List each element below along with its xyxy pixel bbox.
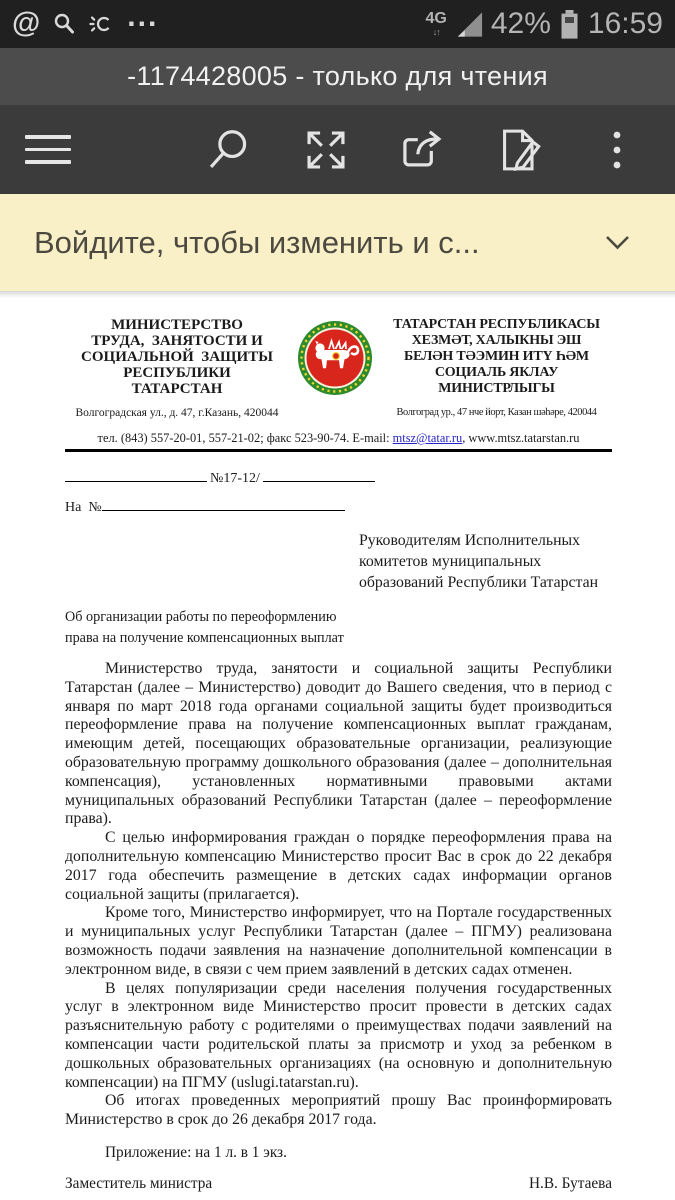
subject-line: права на получение компенсационных выплат <box>65 629 344 646</box>
lh-left-line: РЕСПУБЛИКИ <box>123 365 231 381</box>
status-indicators <box>426 9 663 40</box>
search-button[interactable] <box>200 105 256 194</box>
flash-notification-icon <box>88 14 114 34</box>
battery-percent: 42% <box>490 7 551 40</box>
overflow-dots-icon <box>610 127 624 173</box>
share-icon <box>397 128 447 172</box>
recipient-line: Руководителям Исполнительных <box>359 532 581 549</box>
battery-icon <box>559 9 580 40</box>
search-icon <box>206 128 250 172</box>
document-title: -1174428005 - только для чтения <box>127 61 548 91</box>
reply-label: На № <box>65 500 102 515</box>
signin-banner[interactable] <box>0 194 675 291</box>
network-4g-indicator: 4G ↓↑ <box>425 10 447 37</box>
signature-row <box>65 1175 612 1193</box>
status-bar <box>0 0 675 48</box>
email-notification-icon: @ <box>12 6 41 39</box>
clock: 16:59 <box>587 7 663 40</box>
outgoing-number-label: №17-12/ <box>210 471 260 486</box>
tatarstan-emblem <box>291 319 379 397</box>
contact-post: , www.mtsz.tatarstan.ru <box>462 431 580 445</box>
body-paragraph-5: Об итогах проведенных мероприятий прошу Вас проинформировать Министерство в срок до 26 декабря 2017 года. <box>65 1092 612 1129</box>
ministry-name-russian <box>65 317 289 419</box>
lh-right-line: СОЦИАЛЬ ЯКЛАУ <box>434 365 559 380</box>
body-paragraph-1: Министерство труда, занятости и социальной защиты Республики Татарстан (далее – Министерство) доводит до Вашего сведения, что в период с января по март 2018 года органами социальной защиты будет производиться переоформление права на получение компенсационных выплат гражданам, имеющим детей, посещающих образовательные организации, реализующие образовательную программу дошкольного образования (далее – дополнительная компенсация), установленных нормативными правовыми актами муниципальных образований Республики Татарстан (далее – переоформление права). <box>65 660 612 828</box>
signer-name: Н.В. Бутаева <box>528 1174 612 1192</box>
lh-right-line: ХЕЗМӘТ, ХАЛЫКНЫ ЭШ <box>411 333 582 348</box>
lh-left-line: СОЦИАЛЬНОЙ ЗАЩИТЫ <box>81 349 273 365</box>
edit-document-icon <box>496 126 544 174</box>
ministry-name-tatar <box>381 317 612 418</box>
ministry-address-tatar: Волгоград ур., 47 нче йорт, Казан шәһәре, 420044 <box>396 407 597 418</box>
body-paragraph-3: Кроме того, Министерство информирует, что на Портале государственных и муниципальных услуг Республики Татарстан (далее – ПГМУ) реализована возможность подачи заявления на назначение дополнительной компенсации в электронном виде, в связи с чем прием заявлений в детских садах отменен. <box>65 904 612 978</box>
incoming-number-line <box>65 495 612 516</box>
date-blank <box>65 466 207 482</box>
search-notification-icon <box>53 13 75 35</box>
menu-button[interactable] <box>18 105 78 194</box>
contact-line <box>65 431 612 446</box>
lh-right-line: БЕЛӘН ТӘЭМИН ИТҮ ҺӘМ <box>404 349 589 364</box>
edit-button[interactable] <box>490 105 550 194</box>
lh-left-line: МИНИСТЕРСТВО <box>111 317 243 333</box>
contact-pre: тел. (843) 557-20-01, 557-21-02; факс 523-90-74. E-mail: <box>97 431 393 445</box>
attachment-line: Приложение: на 1 л. в 1 экз. <box>105 1143 287 1161</box>
document-viewport[interactable] <box>0 291 675 1200</box>
reply-blank <box>102 495 345 511</box>
recipient-line: образований Республики Татарстан <box>359 574 599 591</box>
body-paragraph-2: С целью информирования граждан о порядке переоформления права на дополнительную компенсацию Министерство просит Вас в срок до 22 декабря 2017 года обеспечить размещение в детских садах информации органов социальной защиты (прилагается). <box>65 829 612 903</box>
share-button[interactable] <box>392 105 452 194</box>
email-link[interactable]: mtsz@tatar.ru <box>392 431 463 445</box>
app-toolbar <box>0 105 675 194</box>
hamburger-icon <box>25 135 71 164</box>
letterhead <box>65 317 612 419</box>
fullscreen-icon <box>304 128 348 172</box>
chevron-down-icon[interactable] <box>604 234 631 251</box>
fullscreen-button[interactable] <box>298 105 354 194</box>
recipient-line: комитетов муниципальных <box>359 553 542 570</box>
lh-right-line: ТАТАРСТАН РЕСПУБЛИКАСЫ <box>393 317 600 332</box>
number-blank <box>263 466 375 482</box>
signin-banner-text: Войдите, чтобы изменить и с... <box>34 224 480 260</box>
signal-icon <box>455 11 483 38</box>
lh-left-line: ТРУДА, ЗАНЯТОСТИ И <box>91 333 263 349</box>
ministry-address-russian: Волгоградская ул., д. 47, г.Казань, 420044 <box>75 407 279 419</box>
more-notifications-icon: ... <box>127 0 159 33</box>
recipient-block <box>359 530 612 593</box>
letterhead-divider <box>65 449 612 452</box>
outgoing-number-line <box>65 466 612 487</box>
letter-page <box>0 291 675 1193</box>
subject-block <box>65 607 612 648</box>
subject-line: Об организации работы по переоформлению <box>65 609 337 625</box>
lh-right-line: МИНИСТРЛЫГЫ <box>438 381 555 396</box>
overflow-menu-button[interactable] <box>592 105 642 194</box>
notification-icons <box>12 0 159 39</box>
lh-left-line: ТАТАРСТАН <box>131 381 223 397</box>
body-paragraph-4: В целях популяризации среди населения получения государственных услуг в электронном виде Министерство просит провести в детских садах разъяснительную работу с родителями о преимуществах подачи заявлений на компенсации части родительской платы за присмотр и уход за ребенком в дошкольных образовательных организациях (на основную и дополнительную компенсации) на ПГМУ (uslugi.tatarstan.ru). <box>65 979 612 1091</box>
document-title-bar <box>0 48 675 105</box>
signer-position: Заместитель министра <box>65 1174 213 1192</box>
